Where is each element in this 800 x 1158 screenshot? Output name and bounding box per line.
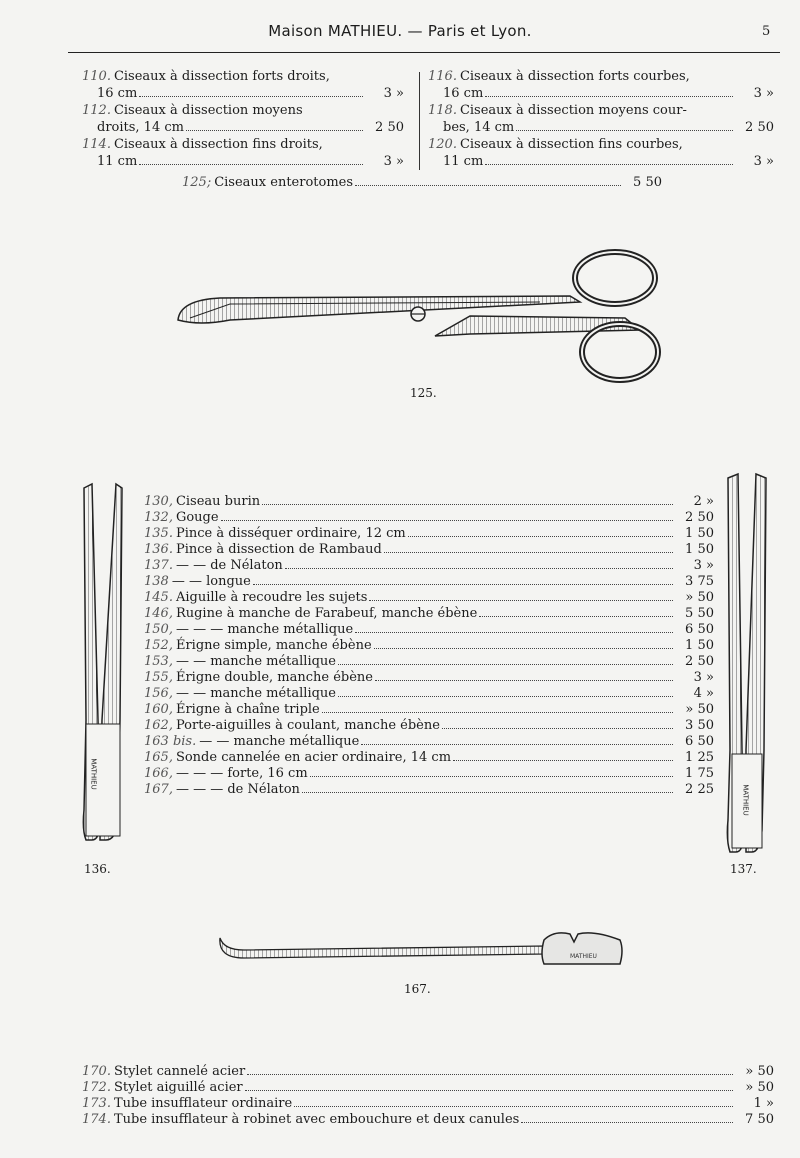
- item-label: Pince à disséquer ordinaire, 12 cm: [175, 526, 406, 541]
- item-number: 130,: [144, 494, 173, 509]
- forceps-illustration-left: [80, 480, 126, 846]
- item-number: 145.: [144, 590, 173, 605]
- item-label: — — manche métallique: [175, 654, 337, 669]
- item-price: 3 »: [383, 154, 404, 169]
- bottom-price-list: [82, 1064, 774, 1128]
- item-label: Rugine à manche de Farabeuf, manche ébène: [175, 606, 478, 621]
- item-price: » 50: [685, 590, 714, 605]
- figure-caption-137: 137.: [730, 862, 757, 876]
- leader-dots: [262, 504, 673, 505]
- catalog-entry: [82, 136, 404, 170]
- catalog-entry: [82, 102, 404, 136]
- item-number: 172.: [82, 1080, 111, 1095]
- item-label: Sonde cannelée en acier ordinaire, 14 cm: [175, 750, 452, 765]
- scissors-illustration: [170, 240, 670, 390]
- item-price: 3 »: [693, 558, 714, 573]
- item-label: Érigne double, manche ébène: [175, 670, 373, 685]
- item-number: 162,: [144, 718, 173, 733]
- item-label: Ciseaux à dissection forts droits,: [113, 69, 330, 84]
- leader-dots: [408, 536, 673, 537]
- item-number: 160,: [144, 702, 173, 717]
- item-number: 155,: [144, 670, 173, 685]
- leader-dots: [139, 96, 363, 97]
- item-price: 2 50: [685, 654, 714, 669]
- item-price: » 50: [745, 1064, 774, 1079]
- probe-brand: MATHIEU: [570, 953, 597, 960]
- figure-brand-136: MATHIEU: [89, 758, 98, 790]
- leader-dots: [453, 760, 673, 761]
- leader-dots: [375, 680, 673, 681]
- item-label: Ciseaux à dissection fins courbes,: [459, 137, 683, 152]
- item-label: Ciseaux à dissection moyens: [113, 103, 303, 118]
- item-number: 118.: [428, 103, 457, 118]
- item-number: 150,: [144, 622, 173, 637]
- leader-dots: [245, 1090, 733, 1091]
- item-label: — — — manche métallique: [175, 622, 354, 637]
- item-price: 6 50: [685, 622, 714, 637]
- list-item: [144, 782, 714, 798]
- list-item: [144, 638, 714, 654]
- page-number: 5: [762, 24, 771, 39]
- leader-dots: [485, 164, 733, 165]
- item-price: 2 50: [375, 120, 404, 135]
- item-number: 156,: [144, 686, 173, 701]
- item-price: » 50: [685, 702, 714, 717]
- column-divider: [419, 72, 420, 170]
- list-item: [144, 542, 714, 558]
- item-number: 114.: [82, 137, 111, 152]
- item-number: 136.: [144, 542, 173, 557]
- leader-dots: [322, 712, 673, 713]
- item-number: 135.: [144, 526, 173, 541]
- figure-caption-125: 125.: [410, 386, 437, 400]
- item-price: 2 25: [685, 782, 714, 797]
- item-price: 6 50: [685, 734, 714, 749]
- item-label: — — — de Nélaton: [175, 782, 300, 797]
- leader-dots: [186, 130, 363, 131]
- list-item: [144, 702, 714, 718]
- list-item: [144, 718, 714, 734]
- list-item: [144, 750, 714, 766]
- leader-dots: [442, 728, 673, 729]
- item-price: 2 50: [745, 120, 774, 135]
- leader-dots: [485, 96, 733, 97]
- item-label: — — longue: [171, 574, 251, 589]
- list-item: [144, 654, 714, 670]
- list-item: [144, 526, 714, 542]
- figure-caption-167: 167.: [404, 982, 431, 996]
- item-price: 3 »: [753, 154, 774, 169]
- item-label: — — manche métallique: [199, 734, 360, 749]
- catalog-entry: [428, 136, 774, 170]
- figure-caption-136: 136.: [84, 862, 111, 876]
- list-item: [82, 1064, 774, 1080]
- list-item: [144, 606, 714, 622]
- item-label: Stylet cannelé acier: [113, 1064, 246, 1079]
- list-item: [144, 590, 714, 606]
- list-item: [82, 1080, 774, 1096]
- item-number: 110.: [82, 69, 111, 84]
- item-label: Ciseau burin: [175, 494, 261, 509]
- catalog-entry: [82, 68, 404, 102]
- item-label: Ciseaux à dissection moyens cour-: [459, 103, 687, 118]
- item-number: 170.: [82, 1064, 111, 1079]
- item-price: 3 75: [685, 574, 714, 589]
- item-label: Ciseaux enterotomes: [214, 175, 354, 190]
- item-number: 153,: [144, 654, 173, 669]
- item-price: 3 50: [685, 718, 714, 733]
- item-price: 7 50: [745, 1112, 774, 1127]
- item-label: — — manche métallique: [175, 686, 337, 701]
- item-number: 138: [144, 574, 169, 589]
- item-number: 137.: [144, 558, 173, 573]
- list-item: [144, 670, 714, 686]
- item-price: 1 50: [685, 638, 714, 653]
- item-price: 4 »: [693, 686, 714, 701]
- item-label: — — — forte, 16 cm: [175, 766, 308, 781]
- item-label-cont: 11 cm: [443, 154, 484, 169]
- item-number: 165,: [144, 750, 173, 765]
- list-item: [144, 686, 714, 702]
- item-label: Érigne à chaîne triple: [175, 702, 320, 717]
- leader-dots: [338, 696, 673, 697]
- item-price: 1 »: [753, 1096, 774, 1111]
- item-price: 3 »: [753, 86, 774, 101]
- item-price: 1 50: [685, 526, 714, 541]
- item-number: 166,: [144, 766, 173, 781]
- item-number: 173.: [82, 1096, 111, 1111]
- item-label-cont: 16 cm: [443, 86, 484, 101]
- list-item: [144, 574, 714, 590]
- figure-brand-137: MATHIEU: [741, 784, 750, 816]
- item-number: 174.: [82, 1112, 111, 1127]
- item-label: — — de Nélaton: [175, 558, 283, 573]
- item-price: 1 50: [685, 542, 714, 557]
- item-number: 116.: [428, 69, 457, 84]
- item-label-cont: 11 cm: [97, 154, 138, 169]
- middle-price-list: [144, 494, 714, 798]
- leader-dots: [355, 185, 621, 186]
- leader-dots: [302, 792, 673, 793]
- item-number: 163 bis.: [144, 734, 197, 749]
- item-price: 2 »: [693, 494, 714, 509]
- leader-dots: [247, 1074, 733, 1075]
- catalog-entry: [428, 102, 774, 136]
- leader-dots: [361, 744, 673, 745]
- item-label: Tube insufflateur à robinet avec embouchure et deux canules: [113, 1112, 520, 1127]
- item-number: 152,: [144, 638, 173, 653]
- leader-dots: [310, 776, 673, 777]
- catalog-entry: [428, 68, 774, 102]
- item-price: 5 50: [633, 175, 662, 190]
- item-number: 120.: [428, 137, 457, 152]
- list-item: [144, 494, 714, 510]
- top-left-column: [82, 68, 404, 170]
- item-price: » 50: [745, 1080, 774, 1095]
- item-label: Pince à dissection de Rambaud: [175, 542, 382, 557]
- list-item: [144, 558, 714, 574]
- top-right-column: [428, 68, 774, 170]
- item-number: 146,: [144, 606, 173, 621]
- item-price: 2 50: [685, 510, 714, 525]
- leader-dots: [355, 632, 673, 633]
- leader-dots: [221, 520, 673, 521]
- item-label: Tube insufflateur ordinaire: [113, 1096, 293, 1111]
- item-label: Aiguille à recoudre les sujets: [175, 590, 368, 605]
- leader-dots: [384, 552, 673, 553]
- leader-dots: [516, 130, 733, 131]
- item-number: 112.: [82, 103, 111, 118]
- list-item: [82, 1096, 774, 1112]
- leader-dots: [139, 164, 363, 165]
- leader-dots: [253, 584, 673, 585]
- item-label: Stylet aiguillé acier: [113, 1080, 243, 1095]
- leader-dots: [521, 1122, 733, 1123]
- item-number: 167,: [144, 782, 173, 797]
- catalog-entry-125: [182, 174, 662, 191]
- item-label: Gouge: [175, 510, 219, 525]
- leader-dots: [285, 568, 673, 569]
- list-item: [144, 734, 714, 750]
- leader-dots: [374, 648, 673, 649]
- item-label-cont: 16 cm: [97, 86, 138, 101]
- leader-dots: [338, 664, 673, 665]
- item-price: 3 »: [383, 86, 404, 101]
- item-label: Érigne simple, manche ébène: [175, 638, 372, 653]
- item-price: 1 25: [685, 750, 714, 765]
- list-item: [82, 1112, 774, 1128]
- item-label: Ciseaux à dissection fins droits,: [113, 137, 323, 152]
- page-header: Maison MATHIEU. — Paris et Lyon.: [268, 22, 532, 40]
- item-label-cont: bes, 14 cm: [443, 120, 515, 135]
- item-number: 132,: [144, 510, 173, 525]
- item-label: Porte-aiguilles à coulant, manche ébène: [175, 718, 440, 733]
- list-item: [144, 622, 714, 638]
- item-label: Ciseaux à dissection forts courbes,: [459, 69, 690, 84]
- item-label-cont: droits, 14 cm: [97, 120, 184, 135]
- leader-dots: [369, 600, 673, 601]
- probe-illustration: [214, 920, 630, 976]
- item-price: 1 75: [685, 766, 714, 781]
- leader-dots: [479, 616, 673, 617]
- item-number: 125;: [182, 175, 212, 190]
- leader-dots: [294, 1106, 733, 1107]
- header-rule: [68, 52, 780, 53]
- item-price: 5 50: [685, 606, 714, 621]
- item-price: 3 »: [693, 670, 714, 685]
- list-item: [144, 766, 714, 782]
- list-item: [144, 510, 714, 526]
